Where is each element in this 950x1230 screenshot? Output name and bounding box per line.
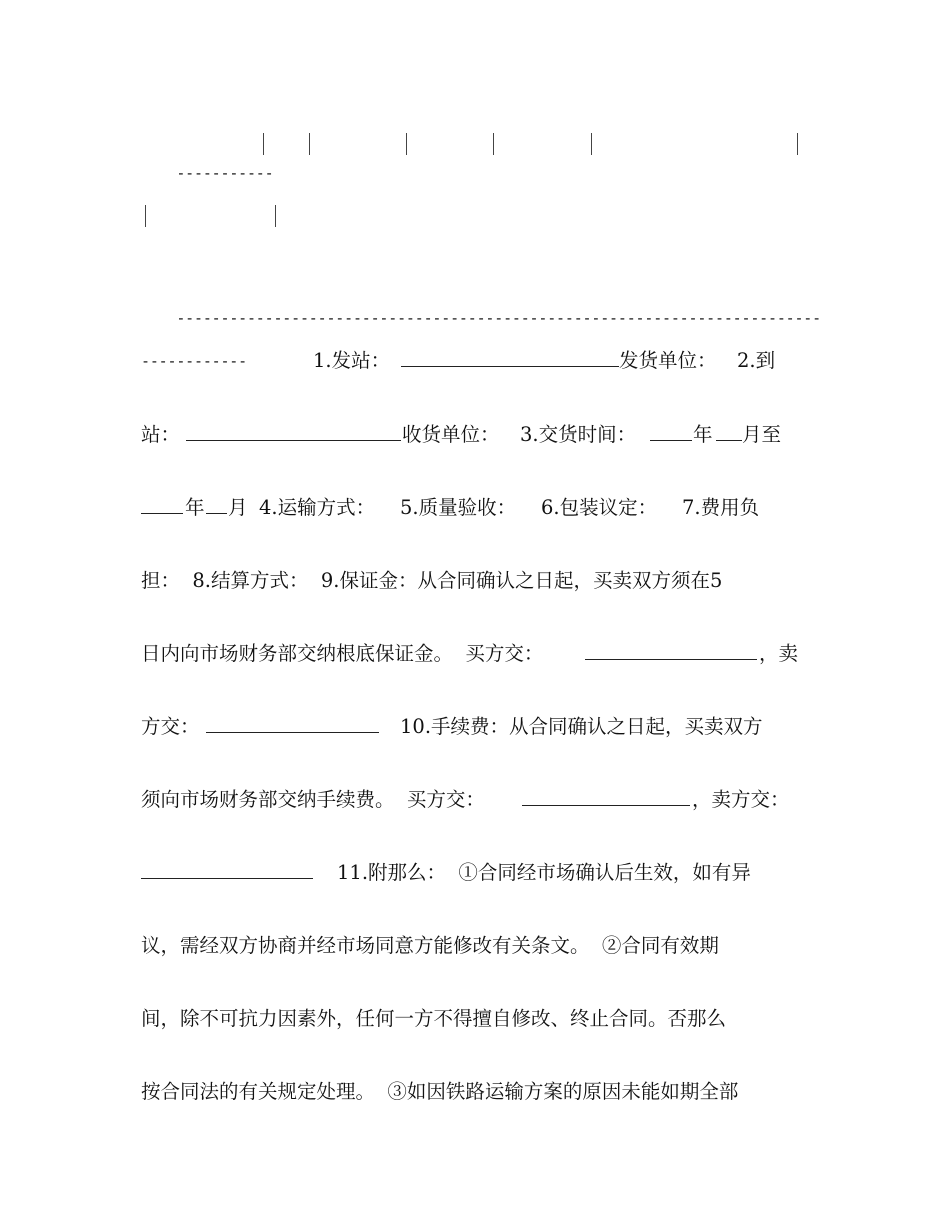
deposit-seller-blank <box>206 712 379 742</box>
text-line-7 <box>141 785 811 815</box>
table-pipe <box>309 133 310 155</box>
cost-bearing-label: 7.费用负 <box>682 496 760 519</box>
fee-buyer-text: 须向市场财务部交纳手续费。 买方交： <box>141 788 485 811</box>
quality-inspection-label: 5.质量验收： <box>400 496 517 519</box>
appendix-text: 11.附那么： ①合同经市场确认后生效，如有异 <box>337 861 751 884</box>
deposit-seller-text: ，卖 <box>759 642 799 665</box>
deposit-buyer-text: 日内向市场财务部交纳根底保证金。 买方交： <box>141 642 544 665</box>
table-pipe <box>263 133 264 155</box>
table-border-row <box>141 128 811 182</box>
table-separator <box>141 273 821 327</box>
deposit-buyer-blank <box>585 639 757 669</box>
table-dash-run: ----------- <box>176 164 274 182</box>
table-pipe <box>493 133 494 155</box>
arrival-station-blank <box>186 420 401 450</box>
table-pipe <box>275 205 276 227</box>
text-line-9: 议，需经双方协商并经市场同意方能修改有关条文。 ②合同有效期 <box>141 934 719 957</box>
text-line-1 <box>141 346 811 376</box>
arrival-station-label-cont: 站： <box>141 423 181 446</box>
deposit-seller-label: 方交： <box>141 715 200 738</box>
end-month-label: 月 <box>228 496 248 519</box>
departure-station-label: 1.发站： <box>313 349 391 372</box>
packaging-label: 6.包装议定： <box>541 496 658 519</box>
table-end-dashes: ------------ <box>141 352 247 370</box>
text-line-8 <box>141 858 811 888</box>
text-line-5 <box>141 639 811 669</box>
text-line-3 <box>141 493 811 523</box>
table-pipe <box>406 133 407 155</box>
text-line-11: 按合同法的有关规定处理。 ③如因铁路运输方案的原因未能如期全部 <box>141 1080 739 1103</box>
text-line-6 <box>141 712 811 742</box>
transport-method-label: 4.运输方式： <box>259 496 376 519</box>
fee-seller-blank <box>141 858 313 888</box>
table-pipe <box>591 133 592 155</box>
delivery-month-to-label: 月至 <box>742 423 782 446</box>
departure-station-blank <box>401 346 619 376</box>
arrival-station-label: 2.到 <box>737 349 776 372</box>
handling-fee-text: 10.手续费：从合同确认之日起，买卖双方 <box>400 715 763 738</box>
shipper-label: 发货单位： <box>619 349 717 372</box>
text-line-2 <box>141 420 811 450</box>
consignee-label: 收货单位： <box>402 423 500 446</box>
end-year-label: 年 <box>185 496 205 519</box>
delivery-year-label: 年 <box>693 423 713 446</box>
end-year-blank <box>141 493 183 523</box>
text-line-10: 间，除不可抗力因素外，任何一方不得擅自修改、终止合同。否那么 <box>141 1007 727 1030</box>
fee-seller-text: ，卖方交： <box>692 788 790 811</box>
end-month-blank <box>206 493 227 523</box>
delivery-time-label: 3.交货时间： <box>520 423 637 446</box>
table-pipe <box>145 205 146 227</box>
text-line-4: 担： 8.结算方式： 9.保证金：从合同确认之日起，买卖双方须在5 <box>141 569 723 592</box>
fee-buyer-blank <box>522 785 690 815</box>
delivery-year-blank <box>650 420 692 450</box>
table-pipe <box>797 133 798 155</box>
delivery-month-blank <box>716 420 742 450</box>
table-separator-dashes: ------------------------------------------------------------------------- <box>176 309 821 327</box>
